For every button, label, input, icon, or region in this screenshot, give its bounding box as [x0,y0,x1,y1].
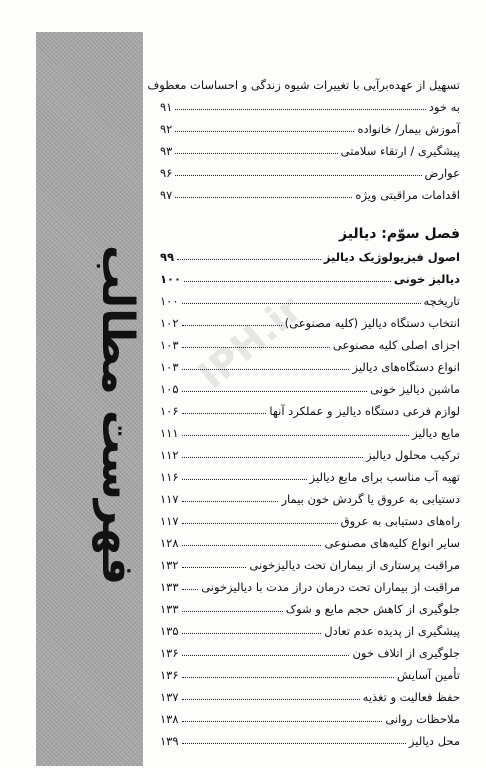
dot-leader [182,303,421,304]
toc-entry [160,330,460,352]
toc-page-number: ۱۱۷ [160,514,179,528]
toc-entry [160,136,460,158]
toc-page-number: ۱۰۵ [160,382,179,396]
toc-entry-title: مایع دیالیز [412,426,460,440]
toc-page-number: ۹۷ [160,188,173,202]
toc-entry-title: دستیابی به عروق یا گردش خون بیمار [281,492,460,506]
toc-entry [160,264,460,286]
toc-page-number: ۱۰۳ [160,360,179,374]
toc-entry-title: عوارض [424,166,460,180]
toc-page-number: ۱۳۸ [160,712,179,726]
toc-entry-title: جلوگیری از اتلاف خون [352,646,460,660]
toc-page-number: ۱۳۳ [160,580,179,594]
toc-page-number: ۱۳۶ [160,668,179,682]
toc-entry-title: انواع دستگاه‌های دیالیز [352,360,460,374]
toc-entry-title: ماشین دیالیز خونی [370,382,460,396]
toc-entry [147,70,460,92]
toc-entry [160,286,460,308]
toc-entry-title: مراقبت پرستاری از بیماران تحت دیالیزخونی [249,558,460,572]
dot-leader [182,391,368,392]
toc-entry-title: لوازم فرعی دستگاه دیالیز و عملکرد آنها [269,404,460,418]
dot-leader [184,281,391,282]
toc-entry [160,638,460,660]
dot-leader [182,347,330,348]
toc-page-number: ۱۳۶ [160,646,179,660]
toc-entry-title: اصول فیزیولوژیک دیالیز [323,250,460,264]
toc-entry [160,616,460,638]
toc-entry [160,594,460,616]
dot-leader [182,479,307,480]
toc-entry-title: راه‌های دستیابی به عروق [340,514,460,528]
toc-entry-title: ترکیب محلول دیالیز [366,448,460,462]
toc-page-number: ۹۹ [160,250,175,264]
toc-entry [160,396,460,418]
toc-entry [160,418,460,440]
toc-entry [160,374,460,396]
dot-leader [175,109,425,110]
toc-entry-title: ملاحظات روانی [385,712,460,726]
toc-entry-title: آموزش بیمار/ خانواده [357,122,460,136]
dot-leader [175,131,354,132]
toc-page-number: ۹۱ [160,100,173,114]
toc-entry-title: به خود [428,100,460,114]
dot-leader [182,699,360,700]
toc-entry [160,114,460,136]
dot-leader [182,611,283,612]
toc-entry [160,506,460,528]
toc-entry [160,682,460,704]
toc-entry [160,352,460,374]
toc-page-number: ۱۰۲ [160,316,179,330]
toc-page-number: ۱۱۶ [160,470,179,484]
dot-leader [182,633,322,634]
toc-entry [160,242,460,264]
dot-leader [182,677,395,678]
dot-leader [182,655,350,656]
toc-main-list [160,242,460,748]
toc-entry-title: پیشگیری از پدیده عدم تعادل [324,624,460,638]
toc-entry-title: سایر انواع کلیه‌های مصنوعی [324,536,460,550]
toc-entry [160,484,460,506]
toc-page-number: ۱۰۳ [160,338,179,352]
toc-entry [160,308,460,330]
toc-entry [160,158,460,180]
toc-page-number: ۱۳۳ [160,602,179,616]
dot-leader [182,457,364,458]
toc-page-number: ۹۳ [160,144,173,158]
toc-entry [160,92,460,114]
toc-page-number: ۱۲۸ [160,536,179,550]
toc-entry [160,550,460,572]
toc-page-number: ۱۰۶ [160,404,179,418]
toc-entry-title: تهیه آب مناسب برای مایع دیالیز [309,470,460,484]
watermark: IPH.ir [189,286,311,398]
toc-entry-title: جلوگیری از کاهش حجم مایع و شوک [285,602,460,616]
dot-leader [182,523,338,524]
toc-page-number: ۱۱۲ [160,448,179,462]
toc-entry-title: انتخاب دستگاه دیالیز (کلیه مصنوعی) [284,316,460,330]
toc-page-number: ۱۳۹ [160,734,179,748]
dot-leader [182,545,322,546]
dot-leader [175,175,421,176]
toc-entry [160,440,460,462]
dot-leader [182,501,279,502]
toc-page-number: ۱۱۷ [160,492,179,506]
toc-page-number: ۹۶ [160,166,173,180]
toc-page-number: ۱۰۰ [160,294,179,308]
dot-leader [182,567,247,568]
toc-entry-title: تأمین آسایش [397,668,460,682]
toc-entry-title: حفظ فعالیت و تغذیه [362,690,460,704]
toc-page-number: ۱۱۱ [160,426,179,440]
dot-leader [182,589,199,590]
toc-entry-title: محل دیالیز [408,734,460,748]
toc-entry [160,572,460,594]
dot-leader [182,413,267,414]
toc-entry [160,726,460,748]
dot-leader [175,153,337,154]
sidebar-title: فهرست مطالب [92,244,143,586]
toc-page-number: ۱۳۲ [160,558,179,572]
dot-leader [182,369,350,370]
toc-entry [160,704,460,726]
dot-leader [182,721,383,722]
toc-page-number: ۱۳۷ [160,690,179,704]
toc-entry-title: تاریخچه [423,294,460,308]
toc-entry-title: اقدامات مراقبتی ویژه [355,188,460,202]
toc-entry-title: تسهیل از عهده‌برآیی با تغییرات شیوه زندگی و احساسات معطوف [147,78,460,92]
toc-entry-title: دیالیز خونی [393,272,460,286]
toc-entry-title: اجزای اصلی کلیه مصنوعی [332,338,460,352]
dot-leader [182,325,282,326]
toc-page-number: ۹۲ [160,122,173,136]
toc-entry [160,660,460,682]
dot-leader [175,197,352,198]
toc-page-number: ۱۰۰ [160,272,182,286]
toc-entry [160,180,460,202]
toc-entry [160,528,460,550]
dot-leader [182,743,406,744]
dot-leader [182,435,410,436]
chapter-heading: فصل سوّم: دیالیز [339,226,460,242]
toc-top-list [147,70,460,202]
toc-entry [160,462,460,484]
toc-entry-title: مراقبت از بیماران تحت درمان دراز مدت با دیالیزخونی [201,580,460,594]
toc-page-number: ۱۳۵ [160,624,179,638]
table-of-contents [147,70,460,748]
toc-entry-title: پیشگیری / ارتقاء سلامتی [340,144,460,158]
dot-leader [177,259,321,260]
